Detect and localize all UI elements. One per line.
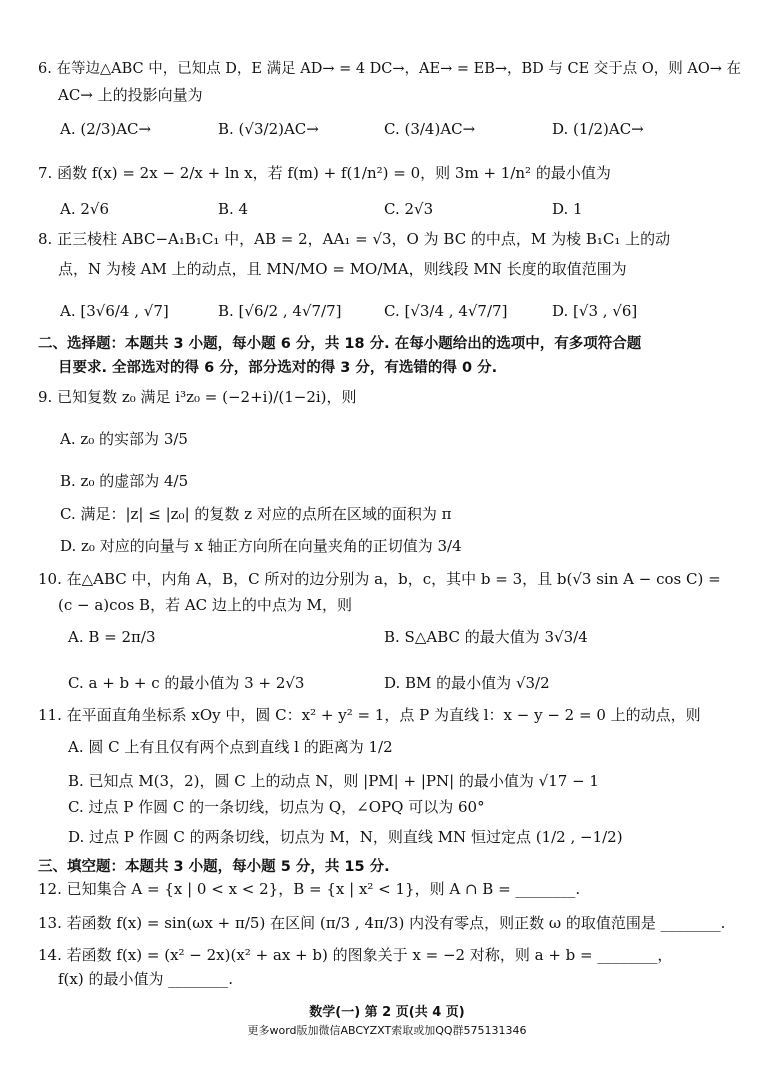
section-2-heading-line1: 二、选择题：本题共 3 小题，每小题 6 分，共 18 分. 在每小题给出的选项中，有多项符合题 xyxy=(38,336,642,352)
q6-option-c: C. (3/4)AC→ xyxy=(384,120,476,138)
q11-option-d: D. 过点 P 作圆 C 的两条切线，切点为 M，N，则直线 MN 恒过定点 (1/2 , −1/2) xyxy=(68,828,623,846)
q9-stem-line1: 9. 已知复数 z₀ 满足 i³z₀ = (−2+i)/(1−2i)，则 xyxy=(38,388,357,406)
q10-option-d: D. BM 的最小值为 √3/2 xyxy=(384,674,550,692)
q10-option-a: A. B = 2π/3 xyxy=(68,628,156,646)
section-3-heading: 三、填空题：本题共 3 小题，每小题 5 分，共 15 分. xyxy=(38,859,390,875)
q7-option-b: B. 4 xyxy=(218,200,249,218)
q11-option-a: A. 圆 C 上有且仅有两个点到直线 l 的距离为 1/2 xyxy=(68,738,393,756)
q6-stem-line1: 6. 在等边△ABC 中，已知点 D，E 满足 AD→ = 4 DC→，AE→ = EB→，BD 与 CE 交于点 O，则 AO→ 在 xyxy=(38,61,742,77)
q8-option-b: B. [√6/2 , 4√7/7] xyxy=(218,302,342,320)
q6-stem-line2: AC→ 上的投影向量为 xyxy=(58,86,203,104)
q8-stem-line1: 8. 正三棱柱 ABC−A₁B₁C₁ 中，AB = 2，AA₁ = √3，O 为 BC 的中点，M 为棱 B₁C₁ 上的动 xyxy=(38,230,671,248)
q10-option-b: B. S△ABC 的最大值为 3√3/4 xyxy=(384,628,588,646)
q6-option-d: D. (1/2)AC→ xyxy=(552,120,644,138)
page-footer-number: 数学(一) 第 2 页(共 4 页) xyxy=(309,1005,465,1020)
q7-option-c: C. 2√3 xyxy=(384,200,434,218)
page-footer-note: 更多word版加微信ABCYZXT索取或加QQ群575131346 xyxy=(247,1024,527,1037)
q13-stem: 13. 若函数 f(x) = sin(ωx + π/5) 在区间 (π/3 , 4π/3) 内没有零点，则正数 ω 的取值范围是 ________. xyxy=(38,914,726,932)
q6-option-a: A. (2/3)AC→ xyxy=(60,120,152,138)
q7-option-a: A. 2√6 xyxy=(60,200,110,218)
q8-stem-line2: 点，N 为棱 AM 上的动点，且 MN/MO = MO/MA，则线段 MN 长度的取值范围为 xyxy=(58,260,627,278)
q11-option-c: C. 过点 P 作圆 C 的一条切线，切点为 Q，∠OPQ 可以为 60° xyxy=(68,798,485,816)
q9-option-a: A. z₀ 的实部为 3/5 xyxy=(60,430,188,448)
q8-option-a: A. [3√6/4 , √7] xyxy=(60,302,169,320)
q6-option-b: B. (√3/2)AC→ xyxy=(218,120,319,138)
q9-option-d: D. z₀ 对应的向量与 x 轴正方向所在向量夹角的正切值为 3/4 xyxy=(60,537,462,555)
q8-option-d: D. [√3 , √6] xyxy=(552,302,638,320)
q10-stem-line1: 10. 在△ABC 中，内角 A，B，C 所对的边分别为 a，b，c，其中 b = 3，且 b(√3 sin A − cos C) = xyxy=(38,570,721,588)
q11-option-b: B. 已知点 M(3，2)，圆 C 上的动点 N，则 |PM| + |PN| 的最小值为 √17 − 1 xyxy=(68,772,599,790)
q10-option-c: C. a + b + c 的最小值为 3 + 2√3 xyxy=(68,674,305,692)
section-2-heading-line2: 目要求. 全部选对的得 6 分，部分选对的得 3 分，有选错的得 0 分. xyxy=(58,360,498,376)
q12-stem: 12. 已知集合 A = {x | 0 < x < 2}，B = {x | x² < 1}，则 A ∩ B = ________. xyxy=(38,880,581,898)
q9-option-c: C. 满足：|z| ≤ |z₀| 的复数 z 对应的点所在区域的面积为 π xyxy=(60,505,452,523)
q11-stem-line1: 11. 在平面直角坐标系 xOy 中，圆 C：x² + y² = 1，点 P 为直线 l：x − y − 2 = 0 上的动点，则 xyxy=(38,706,701,724)
q10-stem-line2: (c − a)cos B，若 AC 边上的中点为 M，则 xyxy=(58,596,353,614)
q8-option-c: C. [√3/4 , 4√7/7] xyxy=(384,302,508,320)
q7-option-d: D. 1 xyxy=(552,200,583,218)
q7-stem-line1: 7. 函数 f(x) = 2x − 2/x + ln x，若 f(m) + f(1/n²) = 0，则 3m + 1/n² 的最小值为 xyxy=(38,164,611,182)
q9-option-b: B. z₀ 的虚部为 4/5 xyxy=(60,472,189,490)
q14-stem-line2: f(x) 的最小值为 ________. xyxy=(58,970,234,988)
q14-stem-line1: 14. 若函数 f(x) = (x² − 2x)(x² + ax + b) 的图象关于 x = −2 对称，则 a + b = ________， xyxy=(38,946,673,964)
